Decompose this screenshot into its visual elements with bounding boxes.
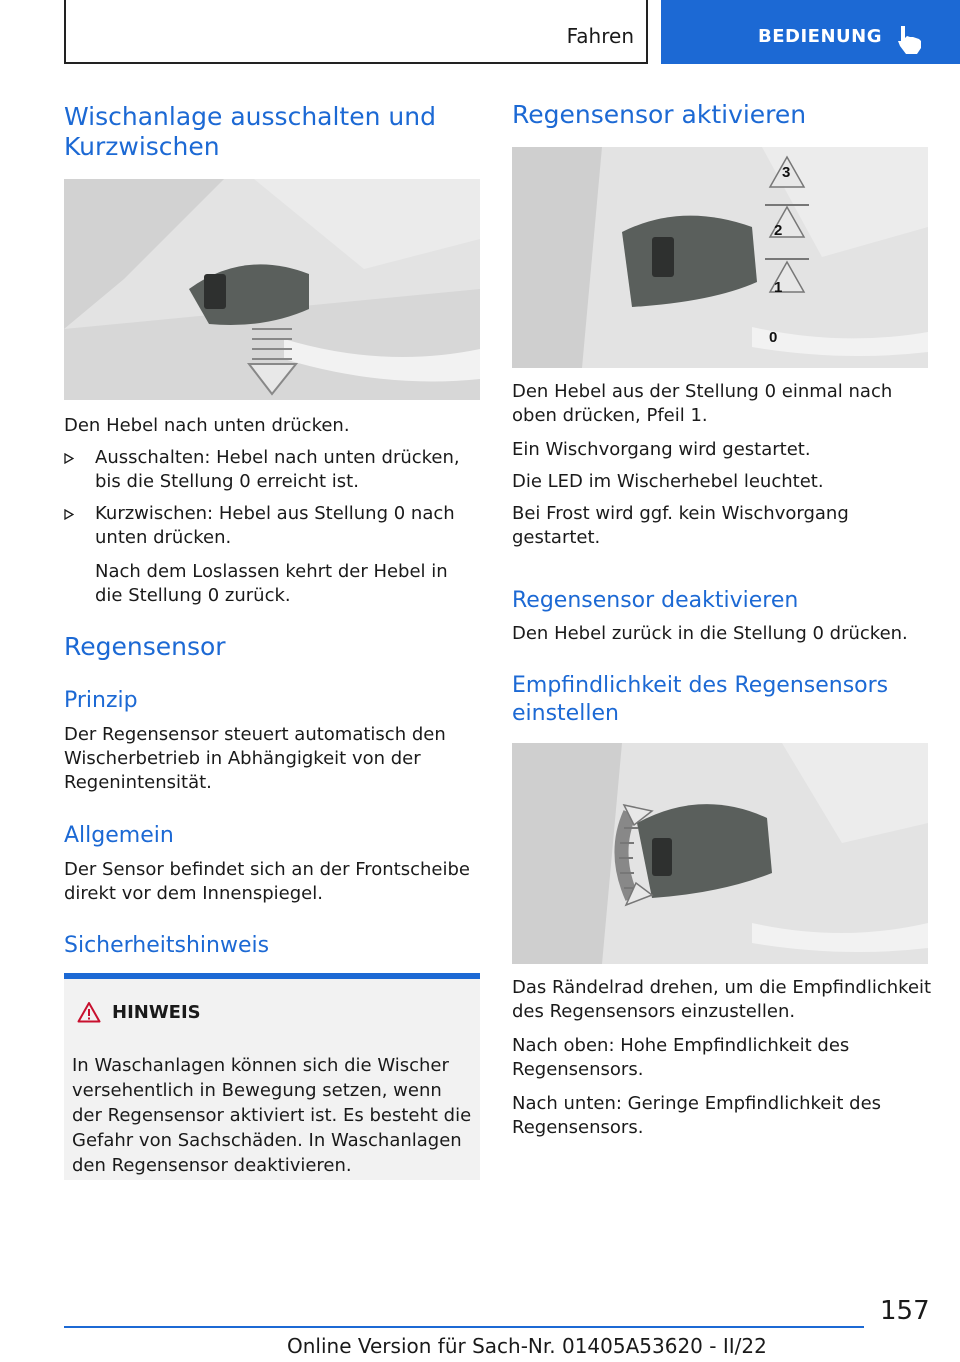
bullet-ausschalten: Ausschalten: Hebel nach unten drücken, bis die Stellung 0 erreicht ist. <box>95 447 460 492</box>
caption-lever-down: Den Hebel nach unten drücken. <box>64 415 350 436</box>
warning-icon <box>77 1001 101 1023</box>
header-chapter-tab <box>661 0 960 64</box>
text-allgemein: Der Sensor befindet sich an der Frontscheibe direkt vor dem Innenspiegel. <box>64 859 470 904</box>
arrow-label-2: 2 <box>774 222 783 239</box>
list-item <box>64 446 480 496</box>
heading-prinzip: Prinzip <box>64 688 138 713</box>
footer-version-text: Online Version für Sach-Nr. 01405A53620 - II/22 <box>287 1334 767 1358</box>
heading-regensensor-deaktivieren: Regensensor deaktivieren <box>512 588 799 613</box>
arrow-label-1: 1 <box>774 279 783 296</box>
text-aktivieren-1: Den Hebel aus der Stellung 0 einmal nach oben drücken, Pfeil 1. <box>512 381 893 426</box>
arrow-label-3: 3 <box>782 164 791 181</box>
heading-sicherheitshinweis: Sicherheitshinweis <box>64 933 270 958</box>
notice-box <box>64 979 480 1180</box>
text-deaktivieren: Den Hebel zurück in die Stellung 0 drücken. <box>512 623 908 644</box>
bullet-kurzwischen: Kurzwischen: Hebel aus Stellung 0 nach unten drücken. <box>95 503 455 548</box>
illustration-lever-up <box>512 147 928 368</box>
header-section-label: Fahren <box>566 24 634 48</box>
notice-text: In Waschanlagen können sich die Wischer versehentlich in Bewegung setzen, wenn der Regensensor aktiviert ist. Es besteht die Gefahr von Sachschäden. In Waschanlagen den Regensensor deaktivieren. <box>72 1055 472 1176</box>
text-aktivieren-2: Ein Wischvorgang wird gestartet. <box>512 439 811 460</box>
bullet-note: Nach dem Loslassen kehrt der Hebel in die Stellung 0 zurück. <box>95 561 448 606</box>
heading-allgemein: Allgemein <box>64 823 174 848</box>
heading-empfindlichkeit: Empfindlichkeit des Regensensors einstellen <box>512 673 889 726</box>
header-chapter-label: BEDIENUNG <box>758 26 882 47</box>
pointing-hand-icon <box>893 22 927 56</box>
notice-title: HINWEIS <box>112 1002 201 1023</box>
footer-divider <box>64 1326 864 1328</box>
heading-regensensor-aktivieren: Regensensor aktivieren <box>512 100 807 129</box>
text-aktivieren-3: Die LED im Wischerhebel leuchtet. <box>512 471 824 492</box>
header-section-tab <box>64 0 648 64</box>
text-aktivieren-4: Bei Frost wird ggf. kein Wischvorgang gestartet. <box>512 503 849 548</box>
text-empf-3: Nach unten: Geringe Empfindlichkeit des Regensensors. <box>512 1093 882 1138</box>
section-title-wischanlage: Wischanlage ausschalten und Kurzwischen <box>64 102 436 161</box>
heading-regensensor: Regensensor <box>64 632 226 661</box>
illustration-lever-down <box>64 179 480 400</box>
bullet-triangle-icon <box>64 453 74 464</box>
page-number: 157 <box>880 1296 930 1326</box>
text-empf-2: Nach oben: Hohe Empfindlichkeit des Regensensors. <box>512 1035 850 1080</box>
arrow-label-0: 0 <box>769 329 778 346</box>
text-prinzip: Der Regensensor steuert automatisch den Wischerbetrieb in Abhängigkeit von der Regenintensität. <box>64 724 446 793</box>
text-empf-1: Das Rändelrad drehen, um die Empfindlichkeit des Regensensors einzustellen. <box>512 977 932 1022</box>
list-item <box>64 502 480 552</box>
bullet-triangle-icon <box>64 509 74 520</box>
illustration-knurled-wheel <box>512 743 928 964</box>
